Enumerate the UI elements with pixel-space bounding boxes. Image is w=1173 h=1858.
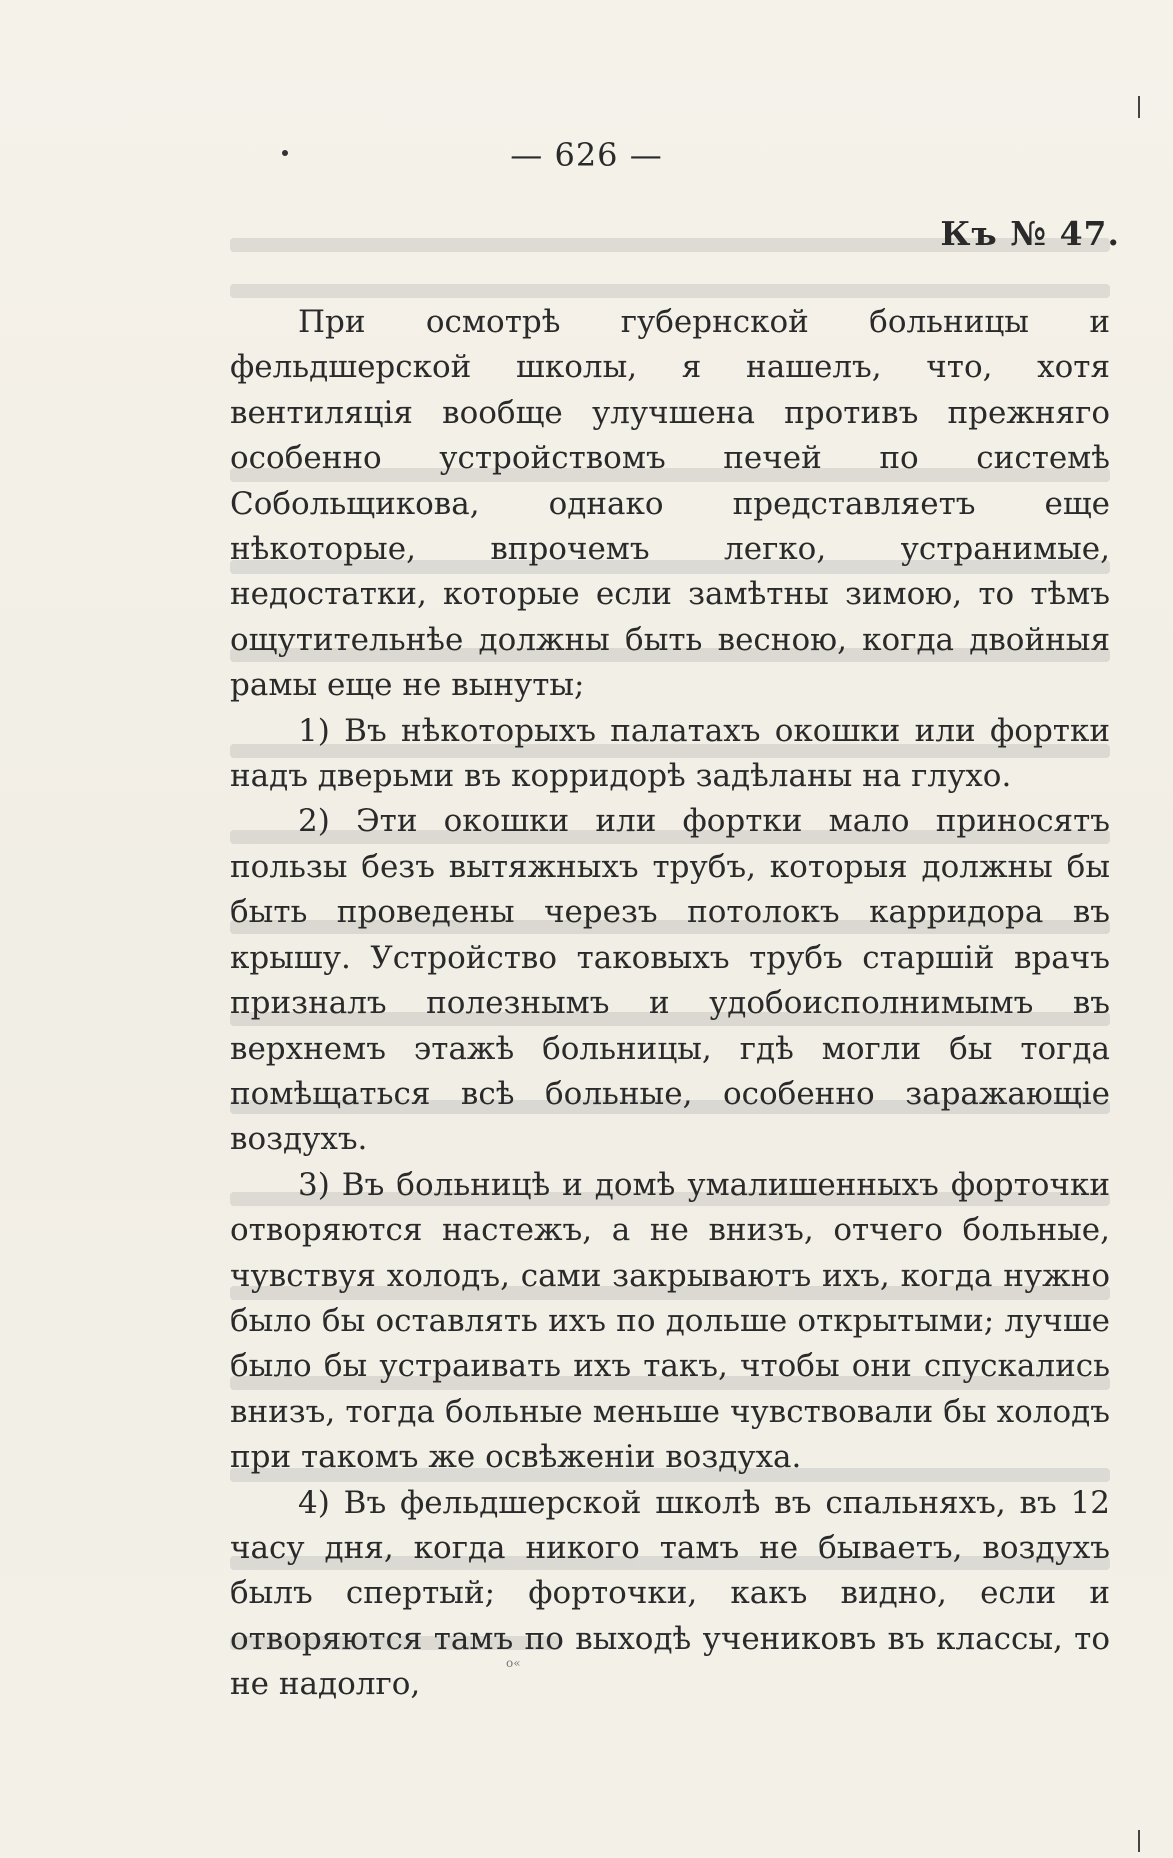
paragraph-item-3: 3) Въ больницѣ и домѣ умалишенныхъ форточки отворяются настежъ, а не внизъ, отчего больные, чувствуя холодъ, сами закрываютъ ихъ, когда нужно было бы оставлять ихъ по дольше открытыми; лучше было бы устраивать ихъ такъ, чтобы они спускались внизъ, тогда больные меньше чувствовали бы холодъ при такомъ же освѣженіи воздуха. [230, 1166, 1110, 1476]
footer-mark: о« [506, 1656, 521, 1670]
paragraph-item-1: 1) Въ нѣкоторыхъ палатахъ окошки или фортки надъ дверьми въ корридорѣ задѣланы на глухо. [230, 712, 1110, 795]
paragraph-intro: При осмотрѣ губернской больницы и фельдшерской школы, я нашелъ, что, хотя вентиляція вообще улучшена противъ прежняго особенно устройствомъ печей по системѣ Собольщикова, однако представляетъ еще нѣкоторые, впрочемъ легко, устранимые, недостатки, которые если замѣтны зимою, то тѣмъ ощутительнѣе должны быть весною, когда двойныя рамы еще не вынуты; [230, 304, 1110, 704]
page-number: — 626 — [510, 136, 663, 174]
section-header: Къ № 47. [940, 214, 1120, 253]
edge-mark-bottom [1138, 1830, 1140, 1852]
paragraph-item-2: 2) Эти окошки или фортки мало приносятъ пользы безъ вытяжныхъ трубъ, которыя должны бы быть проведены черезъ потолокъ карридора въ крышу. Устройство таковыхъ трубъ старшій врачъ призналъ полезнымъ и удобоисполнимымъ въ верхнемъ этажѣ больницы, гдѣ могли бы тогда помѣщаться всѣ больные, особенно заражающіе воздухъ. [230, 803, 1110, 1158]
edge-mark-top [1138, 96, 1140, 118]
body-text [230, 300, 1110, 1708]
paragraph-item-4: 4) Въ фельдшерской школѣ въ спальняхъ, въ 12 часу дня, когда никого тамъ не бываетъ, воздухъ былъ спертый; форточки, какъ видно, если и отворяются тамъ по выходѣ учениковъ въ классы, то не надолго, [230, 1484, 1110, 1703]
